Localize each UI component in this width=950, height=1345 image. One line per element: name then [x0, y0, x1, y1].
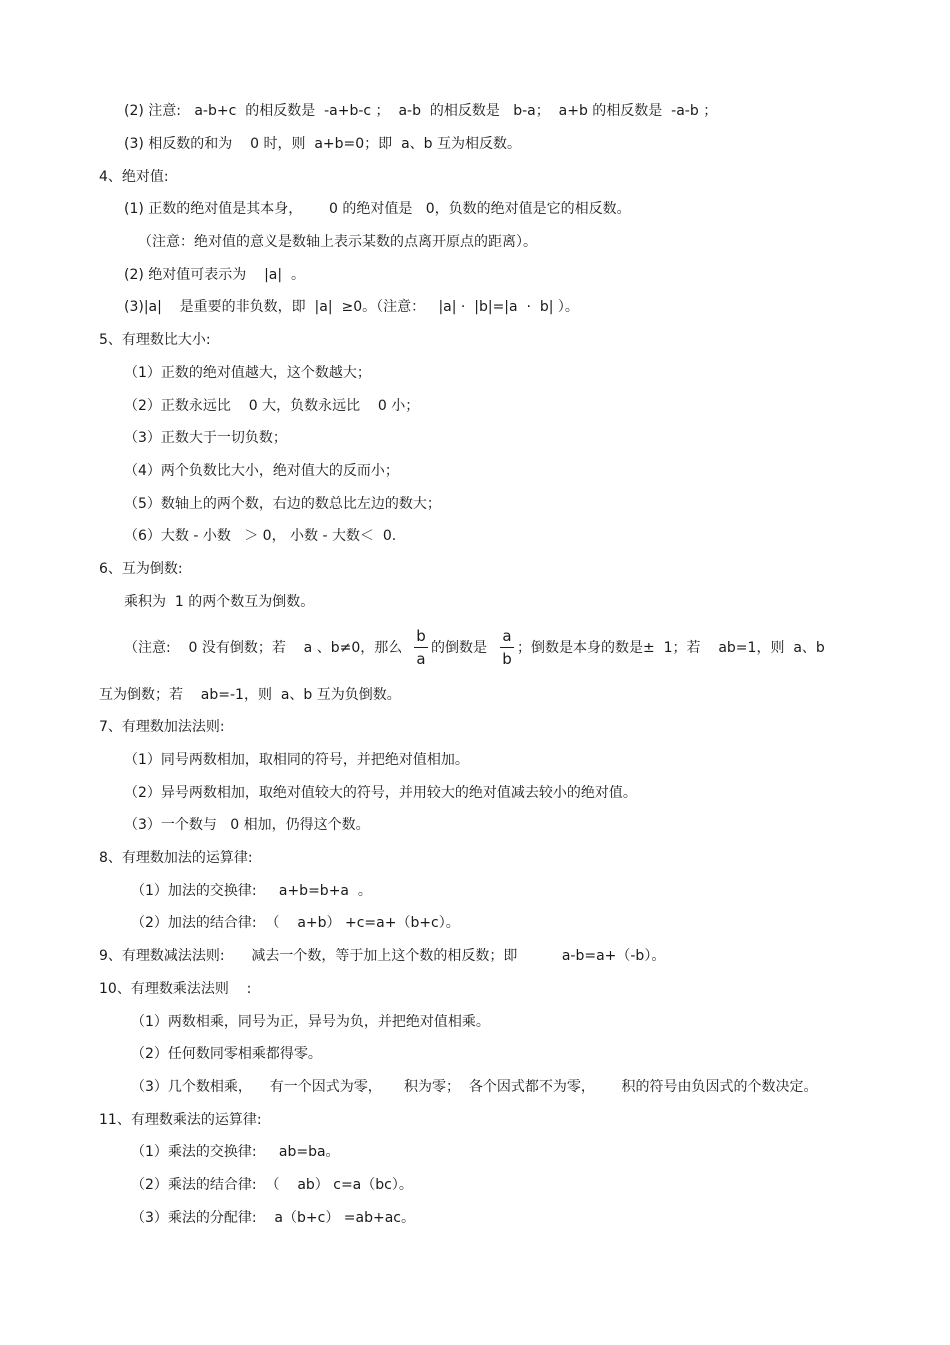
line-compare-5: （5）数轴上的两个数，右边的数总比左边的数大； — [124, 496, 441, 512]
line-compare-4: （4）两个负数比大小，绝对值大的反而小； — [124, 463, 399, 479]
fraction-b-over-a — [414, 627, 428, 668]
section-4-heading: 4、绝对值: — [99, 169, 169, 185]
fraction-denominator: b — [502, 650, 512, 668]
fraction-denominator: a — [416, 650, 426, 668]
line-compare-6: （6）大数 - 小数 ＞ 0， 小数 - 大数＜ 0. — [124, 528, 397, 544]
line-abs-2: (2) 绝对值可表示为 |a| 。 — [124, 267, 305, 283]
line-compare-1: （1）正数的绝对值越大，这个数越大； — [124, 365, 371, 381]
line-mul-1: （1）两数相乘，同号为正，异号为负，并把绝对值相乘。 — [131, 1014, 490, 1030]
line-3-opposite-sum: (3) 相反数的和为 0 时，则 a+b=0；即 a、b 互为相反数。 — [124, 136, 521, 152]
line-abs-note: （注意：绝对值的意义是数轴上表示某数的点离开原点的距离）。 — [138, 234, 537, 250]
fraction-bar — [414, 647, 428, 648]
fraction-bar — [500, 647, 514, 648]
fraction-a-over-b — [500, 627, 514, 668]
fraction-numerator: a — [502, 627, 512, 645]
line-add-1: （1）同号两数相加，取相同的符号，并把绝对值相加。 — [124, 752, 469, 768]
line-2-opposite-note: (2) 注意: a-b+c 的相反数是 -a+b-c ； a-b 的相反数是 b-a； a+b 的相反数是 -a-b ； — [124, 103, 718, 119]
section-8-heading: 8、有理数加法的运算律: — [99, 850, 253, 866]
line-reciprocal-note-c: ；倒数是本身的数是± 1；若 ab=1，则 a、b — [517, 640, 825, 656]
fraction-numerator: b — [416, 627, 426, 645]
line-add-law-2: （2）加法的结合律: （ a+b） +c=a+（b+c）。 — [131, 915, 460, 931]
line-mul-law-3: （3）乘法的分配律: a（b+c） =ab+ac。 — [131, 1210, 415, 1226]
line-compare-2: （2）正数永远比 0 大，负数永远比 0 小； — [124, 398, 420, 414]
line-abs-3: (3)|a| 是重要的非负数，即 |a| ≥0。（注意： |a| · |b|=|a · b| ）。 — [124, 299, 579, 315]
line-reciprocal-note-cont: 互为倒数；若 ab=-1，则 a、b 互为负倒数。 — [99, 687, 401, 703]
section-10-heading: 10、有理数乘法法则 : — [99, 981, 252, 997]
section-7-heading: 7、有理数加法法则: — [99, 719, 225, 735]
line-add-2: （2）异号两数相加，取绝对值较大的符号，并用较大的绝对值减去较小的绝对值。 — [124, 785, 637, 801]
line-mul-law-2: （2）乘法的结合律: （ ab） c=a（bc）。 — [131, 1177, 413, 1193]
line-abs-1: (1) 正数的绝对值是其本身， 0 的绝对值是 0，负数的绝对值是它的相反数。 — [124, 201, 631, 217]
line-compare-3: （3）正数大于一切负数； — [124, 430, 287, 446]
section-11-heading: 11、有理数乘法的运算律: — [99, 1112, 262, 1128]
line-mul-3: （3）几个数相乘， 有一个因式为零， 积为零； 各个因式都不为零， 积的符号由负因式的个数决定。 — [131, 1079, 818, 1095]
line-add-law-1: （1）加法的交换律: a+b=b+a 。 — [131, 883, 372, 899]
section-9-heading: 9、有理数减法法则: 减去一个数，等于加上这个数的相反数；即 a-b=a+（-b）。 — [99, 948, 666, 964]
line-reciprocal-note-a: （注意: 0 没有倒数；若 a 、b≠0，那么 — [124, 640, 403, 656]
line-reciprocal-def: 乘积为 1 的两个数互为倒数。 — [124, 594, 315, 610]
line-mul-2: （2）任何数同零相乘都得零。 — [131, 1046, 322, 1062]
section-5-heading: 5、有理数比大小: — [99, 332, 211, 348]
line-mul-law-1: （1）乘法的交换律: ab=ba。 — [131, 1144, 340, 1160]
line-add-3: （3）一个数与 0 相加，仍得这个数。 — [124, 817, 370, 833]
line-reciprocal-note-b: 的倒数是 — [431, 640, 487, 656]
section-6-heading: 6、互为倒数: — [99, 561, 183, 577]
